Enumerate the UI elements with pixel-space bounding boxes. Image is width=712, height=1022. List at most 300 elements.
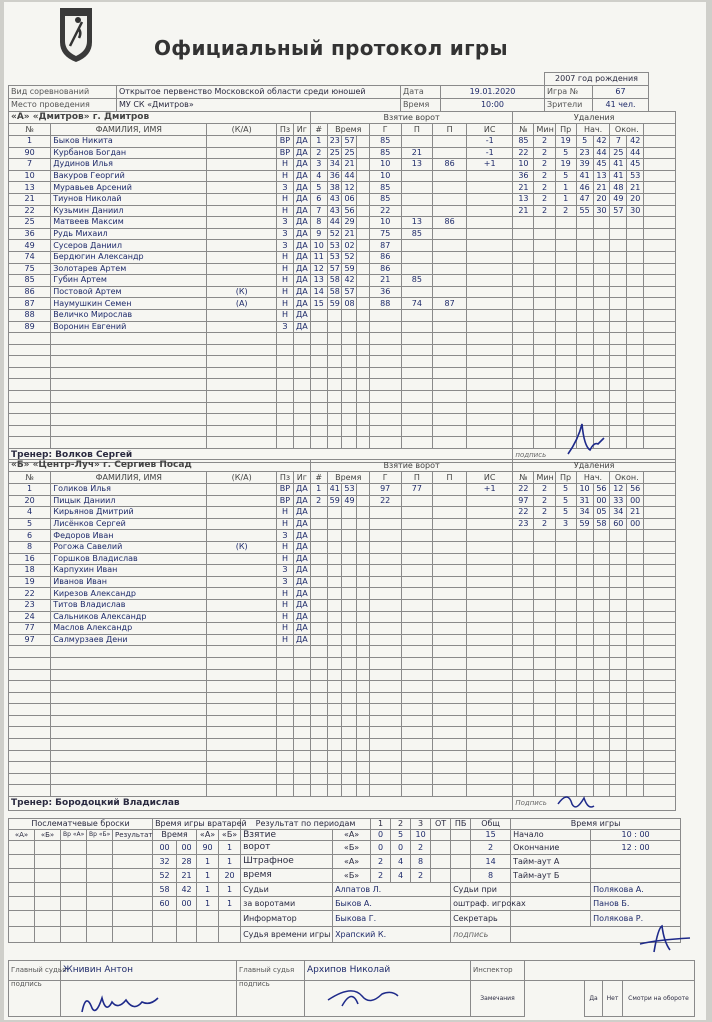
team-b-coach: Тренер: Бородоцкий Владислав [9, 797, 513, 811]
team-a-pen-min [534, 298, 555, 310]
team-a-goal-min: 43 [327, 193, 342, 205]
team-b-goal-min [327, 681, 342, 693]
gk-row-4-a: 1 [197, 883, 219, 897]
team-a-goal-assist-1: 21 [401, 147, 433, 159]
gk-row-1-s: 00 [177, 841, 197, 855]
goals-label-2: ворот [241, 841, 333, 855]
team-a-goal-strength [466, 309, 512, 321]
team-b-player-no: 5 [9, 518, 51, 530]
team-a-goal-assist-2 [433, 414, 467, 426]
chief-1-sign-label: подпись [9, 981, 61, 1017]
team-b-pen-start-min [576, 739, 593, 751]
team-b-goal-assist-2 [433, 785, 467, 797]
team-b-player-pos [277, 739, 294, 751]
team-b-goal-assist-1 [401, 507, 433, 519]
team-b-goal-spacer [357, 495, 370, 507]
team-b-row [9, 750, 676, 762]
team-b-pen-start-min: 59 [576, 518, 593, 530]
team-b-header-ig-4: Иг [293, 472, 310, 484]
team-b-goal-assist-2 [433, 692, 467, 704]
team-a-goal-scorer: 21 [369, 275, 401, 287]
team-a-player-plays [293, 437, 310, 449]
team-b-player-role [207, 657, 277, 669]
team-a-player-role [207, 240, 277, 252]
team-a-goal-scorer [369, 425, 401, 437]
gk-row-5-m: 60 [153, 897, 177, 911]
team-a-goal-sec: 06 [342, 193, 357, 205]
team-b-pen-end-sec [627, 704, 644, 716]
team-b-player-pos [277, 681, 294, 693]
penbox-judge-2: Панов Б. [591, 897, 681, 911]
team-b-pen-start-min [576, 669, 593, 681]
team-a-player-role [207, 391, 277, 403]
team-b-pen-min: 2 [534, 518, 555, 530]
team-a-pen-min [534, 367, 555, 379]
team-b-goal-sec [342, 611, 357, 623]
team-a-pen-min [534, 344, 555, 356]
team-a-pen-extra [644, 402, 676, 414]
team-b-pen-reason: 5 [555, 484, 576, 496]
team-a-pen-start-sec [593, 286, 610, 298]
team-b-player-role [207, 530, 277, 542]
team-a-player-pos: З [277, 321, 294, 333]
team-b-pen-start-min [576, 715, 593, 727]
team-b-player-no [9, 646, 51, 658]
gk-row-2-s: 28 [177, 855, 197, 869]
team-b-goal-spacer [357, 657, 370, 669]
team-b-player-no: 23 [9, 599, 51, 611]
team-a-player-no [9, 425, 51, 437]
team-a-goal-spacer [357, 147, 370, 159]
team-b-player-role [207, 484, 277, 496]
team-b-goal-spacer [357, 599, 370, 611]
team-a-title: «А» «Дмитров» г. Дмитров [9, 112, 311, 124]
team-b-goal-min [327, 634, 342, 646]
team-b-pen-reason [555, 669, 576, 681]
team-a-pen-end-sec [627, 333, 644, 345]
team-b-pen-no [513, 669, 534, 681]
team-b-goal-sec [342, 576, 357, 588]
team-a-goal-sec: 56 [342, 205, 357, 217]
team-b-pen-end-min [610, 727, 627, 739]
team-b-pen-end-min [610, 762, 627, 774]
team-b-pen-min [534, 588, 555, 600]
team-a-goal-spacer [357, 251, 370, 263]
team-b-pen-end-sec [627, 773, 644, 785]
team-a-goal-assist-2 [433, 391, 467, 403]
team-b-row [9, 530, 676, 542]
team-a-goal-no: 11 [310, 251, 327, 263]
team-b-pen-start-min [576, 611, 593, 623]
team-a-header-g-7: Г [369, 124, 401, 136]
team-b-goal-strength [466, 518, 512, 530]
team-b-goal-assist-1 [401, 715, 433, 727]
team-a-player-no: 25 [9, 217, 51, 229]
team-b-goal-no: 1 [310, 484, 327, 496]
team-a-goal-min: 58 [327, 275, 342, 287]
team-a-player-no: 89 [9, 321, 51, 333]
team-a-goal-scorer: 85 [369, 136, 401, 148]
team-a-goal-assist-1: 13 [401, 159, 433, 171]
team-b-player-plays [293, 727, 310, 739]
team-b-goal-spacer [357, 541, 370, 553]
team-b-pen-start-sec [593, 692, 610, 704]
team-a-pen-end-sec [627, 367, 644, 379]
gk-col-time: Время [153, 830, 197, 841]
team-a-player-no: 90 [9, 147, 51, 159]
team-a-goal-sec [342, 379, 357, 391]
team-a-goal-assist-2 [433, 425, 467, 437]
team-b-pen-reason [555, 739, 576, 751]
team-b-header-ka-2: (К/А) [207, 472, 277, 484]
team-a-pen-no [513, 391, 534, 403]
team-a-pen-reason [555, 217, 576, 229]
team-b-pen-min [534, 704, 555, 716]
team-a-pen-end-min [610, 298, 627, 310]
team-b-row [9, 657, 676, 669]
team-a-player-pos: Н [277, 159, 294, 171]
team-b-goal-spacer [357, 727, 370, 739]
team-b-goal-min [327, 599, 342, 611]
team-a-pen-start-min [576, 333, 593, 345]
team-a-player-no: 87 [9, 298, 51, 310]
team-a-row [9, 356, 676, 368]
team-a-pen-no [513, 240, 534, 252]
team-b-goal-sec [342, 692, 357, 704]
team-b-goal-assist-1 [401, 739, 433, 751]
team-b-pen-end-sec: 00 [627, 495, 644, 507]
team-a-player-no: 7 [9, 159, 51, 171]
team-a-player-pos [277, 344, 294, 356]
team-b-pen-min [534, 634, 555, 646]
team-a-goal-scorer: 88 [369, 298, 401, 310]
team-a-pen-start-sec [593, 298, 610, 310]
team-b-goal-spacer [357, 565, 370, 577]
team-b-pen-no [513, 750, 534, 762]
team-a-player-name: Вакуров Георгий [51, 170, 207, 182]
team-a-row [9, 136, 676, 148]
team-b-goal-no [310, 541, 327, 553]
team-b-pen-end-sec [627, 553, 644, 565]
team-a-pen-reason: 19 [555, 136, 576, 148]
shootout-col-result: Результат [113, 830, 153, 841]
team-a-player-role [207, 309, 277, 321]
team-a-pen-start-sec [593, 240, 610, 252]
team-a-player-name [51, 425, 207, 437]
team-b-goal-spacer [357, 530, 370, 542]
team-a-goal-no [310, 425, 327, 437]
goal-judges-label-2: за воротами [241, 897, 333, 911]
period-col-total: Общ [471, 819, 511, 830]
team-b-goal-sec [342, 657, 357, 669]
team-b-pen-end-sec: 56 [627, 484, 644, 496]
gk-col-a: «А» [197, 830, 219, 841]
goal-judge-1: Алпатов Л. [333, 883, 451, 897]
team-b-pen-start-min [576, 762, 593, 774]
team-b-goal-assist-2 [433, 727, 467, 739]
chief-referee-2-label: Главный судья [237, 961, 305, 981]
team-a-row [9, 205, 676, 217]
team-a-player-name: Губин Артем [51, 275, 207, 287]
remarks-no[interactable]: Нет [603, 981, 623, 1017]
team-b-row [9, 704, 676, 716]
team-a-goal-no [310, 344, 327, 356]
team-a-pen-end-sec [627, 437, 644, 449]
team-a-goal-sec [342, 321, 357, 333]
team-b-pen-extra [644, 692, 676, 704]
team-a-pen-start-min: 46 [576, 182, 593, 194]
team-b-player-plays [293, 785, 310, 797]
team-a-pen-start-sec [593, 379, 610, 391]
team-a-player-pos [277, 333, 294, 345]
gk-col-b: «Б» [219, 830, 241, 841]
team-b-pen-end-min: 34 [610, 507, 627, 519]
shootout-col-gk-b: Вр «Б» [87, 830, 113, 841]
pim-a-pb [451, 855, 471, 869]
team-a-player-role [207, 193, 277, 205]
team-b-goal-sec [342, 715, 357, 727]
team-b-pen-start-min [576, 773, 593, 785]
team-b-header-p2-9: П [433, 472, 467, 484]
team-b-player-pos [277, 785, 294, 797]
team-a-goal-assist-2: 86 [433, 159, 467, 171]
team-b-pen-no [513, 762, 534, 774]
team-a-player-no [9, 356, 51, 368]
team-b-pen-reason [555, 692, 576, 704]
team-b-player-plays: ДА [293, 541, 310, 553]
team-b-pen-start-min [576, 553, 593, 565]
team-b-goal-min [327, 576, 342, 588]
team-b-pen-extra [644, 762, 676, 774]
team-b-player-no [9, 773, 51, 785]
team-a-goal-min [327, 356, 342, 368]
team-b-goal-spacer [357, 785, 370, 797]
team-b-pen-no [513, 530, 534, 542]
team-a-goal-strength [466, 425, 512, 437]
team-b-player-name: Лисёнков Сергей [51, 518, 207, 530]
remarks-yes[interactable]: Да [585, 981, 603, 1017]
team-a-player-plays: ДА [293, 147, 310, 159]
team-a-pen-end-sec: 53 [627, 170, 644, 182]
team-b-pen-end-sec: 21 [627, 507, 644, 519]
team-b-goal-assist-2 [433, 646, 467, 658]
gk-row-4-b: 1 [219, 883, 241, 897]
team-b-goal-spacer [357, 553, 370, 565]
team-b-pen-min [534, 646, 555, 658]
team-a-player-role [207, 367, 277, 379]
team-b-player-plays [293, 715, 310, 727]
team-a-goal-spacer [357, 356, 370, 368]
team-a-pen-extra [644, 228, 676, 240]
summary-sign-label: подпись [451, 927, 511, 943]
team-b-goal-scorer [369, 704, 401, 716]
team-a-player-no [9, 402, 51, 414]
team-a-player-name: Величко Мирослав [51, 309, 207, 321]
team-a-pen-min [534, 391, 555, 403]
team-b-pen-no: 22 [513, 507, 534, 519]
inspector-label: Инспектор [471, 961, 525, 981]
team-b-goal-min [327, 565, 342, 577]
team-a-player-pos: З [277, 182, 294, 194]
team-b-goal-no [310, 611, 327, 623]
team-b-goal-sec [342, 623, 357, 635]
team-b-pen-end-min [610, 530, 627, 542]
team-a-pen-end-sec: 44 [627, 147, 644, 159]
team-b-goal-assist-1 [401, 646, 433, 658]
team-b-row [9, 588, 676, 600]
gk-row-3-s: 21 [177, 869, 197, 883]
team-b-pen-extra [644, 669, 676, 681]
team-a-header-blank-16 [644, 124, 676, 136]
team-a-pen-no: 85 [513, 136, 534, 148]
team-a-goal-min: 53 [327, 251, 342, 263]
team-a-pen-no [513, 344, 534, 356]
team-b-pen-end-min [610, 611, 627, 623]
team-a-pen-reason [555, 251, 576, 263]
team-b-pen-start-sec [593, 715, 610, 727]
team-b-pen-min [534, 739, 555, 751]
team-b-player-name: Рогожа Савелий [51, 541, 207, 553]
team-b-player-no [9, 762, 51, 774]
team-b-player-plays [293, 646, 310, 658]
pim-b-p3: 2 [411, 869, 431, 883]
team-a-sign-label: подпись [513, 449, 676, 463]
team-a-player-role [207, 228, 277, 240]
team-b-goal-scorer [369, 657, 401, 669]
team-b-pen-start-sec [593, 739, 610, 751]
team-b-pen-start-min [576, 646, 593, 658]
team-b-goal-no: 2 [310, 495, 327, 507]
team-a-player-pos: Н [277, 205, 294, 217]
team-b-goal-assist-1 [401, 541, 433, 553]
team-b-player-no: 97 [9, 634, 51, 646]
team-b-pen-min [534, 681, 555, 693]
team-b-pen-extra [644, 484, 676, 496]
team-a-goal-no [310, 414, 327, 426]
team-b-header-blank-16 [644, 472, 676, 484]
team-a-goal-assist-2 [433, 402, 467, 414]
team-a-goal-strength: -1 [466, 147, 512, 159]
team-b-goal-spacer [357, 773, 370, 785]
team-a-player-no: 75 [9, 263, 51, 275]
team-b-pen-start-min [576, 541, 593, 553]
team-a-pen-end-min: 41 [610, 170, 627, 182]
team-b-goal-scorer [369, 541, 401, 553]
team-a-goal-assist-2 [433, 170, 467, 182]
time-value: 10:00 [441, 99, 545, 112]
team-a-pen-end-min: 57 [610, 205, 627, 217]
team-a-pen-reason [555, 379, 576, 391]
team-a-pen-min [534, 402, 555, 414]
team-b-row [9, 692, 676, 704]
team-a-goal-assist-1 [401, 251, 433, 263]
team-a-pen-end-sec [627, 217, 644, 229]
team-a-pen-end-sec [627, 402, 644, 414]
team-a-goal-spacer [357, 205, 370, 217]
team-a-player-pos: Н [277, 263, 294, 275]
team-b-pen-reason [555, 646, 576, 658]
team-b-table [8, 459, 676, 811]
team-a-goal-no [310, 309, 327, 321]
team-b-pen-no [513, 541, 534, 553]
team-a-pen-min: 2 [534, 159, 555, 171]
team-a-goal-sec: 44 [342, 170, 357, 182]
team-a-header-num-5: # [310, 124, 327, 136]
team-a-goal-scorer: 85 [369, 193, 401, 205]
team-a-pen-end-sec [627, 379, 644, 391]
team-a-pen-no [513, 402, 534, 414]
team-b-goal-spacer [357, 634, 370, 646]
team-b-pen-end-min [610, 634, 627, 646]
team-a-goal-no: 15 [310, 298, 327, 310]
team-b-player-no [9, 692, 51, 704]
team-b-goal-strength [466, 599, 512, 611]
team-b-pen-start-sec [593, 634, 610, 646]
team-b-goal-min [327, 623, 342, 635]
pim-a-total: 14 [471, 855, 511, 869]
team-b-goal-sec [342, 739, 357, 751]
team-a-goal-scorer: 10 [369, 170, 401, 182]
team-b-pen-start-sec [593, 541, 610, 553]
team-a-player-no [9, 414, 51, 426]
team-a-player-plays: ДА [293, 309, 310, 321]
team-b-goal-strength [466, 704, 512, 716]
goals-b-p3: 2 [411, 841, 431, 855]
team-a-pen-min [534, 321, 555, 333]
gk-row-1-b: 1 [219, 841, 241, 855]
team-a-goal-sec: 29 [342, 217, 357, 229]
team-b-player-plays: ДА [293, 495, 310, 507]
team-b-pen-start-min [576, 692, 593, 704]
team-b-pen-start-sec [593, 599, 610, 611]
team-a-goal-assist-2 [433, 147, 467, 159]
goals-b-label: «Б» [333, 841, 371, 855]
team-b-pen-start-sec [593, 646, 610, 658]
team-a-goal-no: 12 [310, 263, 327, 275]
team-b-player-no: 77 [9, 623, 51, 635]
team-b-goal-min [327, 669, 342, 681]
team-a-pen-start-sec [593, 344, 610, 356]
team-a-goal-assist-2 [433, 309, 467, 321]
team-b-goal-strength [466, 646, 512, 658]
team-a-pen-min [534, 286, 555, 298]
chief-referee-2-signature [322, 978, 402, 1012]
team-a-goal-assist-2 [433, 182, 467, 194]
team-b-player-name [51, 646, 207, 658]
team-a-pen-start-min [576, 391, 593, 403]
team-a-header-no-0: № [9, 124, 51, 136]
team-a-pen-start-min [576, 309, 593, 321]
team-a-player-plays: ДА [293, 251, 310, 263]
team-a-pen-reason [555, 275, 576, 287]
team-b-goal-min [327, 530, 342, 542]
team-a-goal-min [327, 425, 342, 437]
gk-row-1-m: 00 [153, 841, 177, 855]
team-b-goal-scorer [369, 507, 401, 519]
team-a-goal-assist-2: 86 [433, 217, 467, 229]
team-b-pen-end-sec [627, 646, 644, 658]
team-b-pen-extra [644, 646, 676, 658]
team-b-goal-assist-1 [401, 692, 433, 704]
team-a-player-name: Золотарев Артем [51, 263, 207, 275]
team-b-player-role [207, 495, 277, 507]
team-b-goal-assist-1 [401, 623, 433, 635]
team-b-player-name: Сальников Александр [51, 611, 207, 623]
team-b-player-pos: Н [277, 518, 294, 530]
team-b-pen-start-min [576, 576, 593, 588]
team-b-player-pos: З [277, 576, 294, 588]
team-a-player-name [51, 379, 207, 391]
